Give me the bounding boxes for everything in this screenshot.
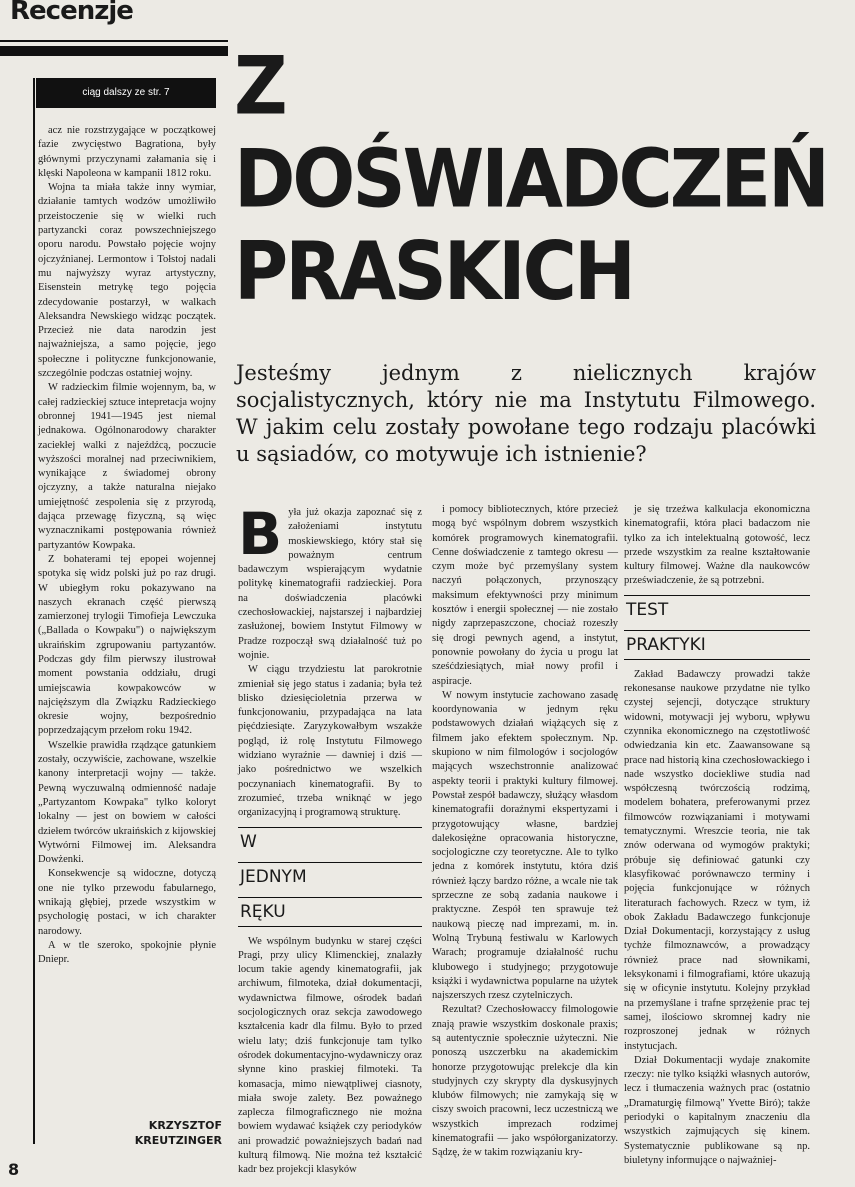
headline-line: PRASKICH xyxy=(234,225,633,319)
drop-cap: B xyxy=(238,500,283,568)
paragraph: We wspólnym budynku w starej części Pragi, przy ulicy Klimenckiej, znalazły locum takie agendy kinematografii, jak archiwum, filmoteka, dział dokumentacji, wydawnictwa filmowe, ośrodek badań socjologicznych oraz sekcja zawodowego kształcenia kadr dla filmu. Było to przed wielu laty; dziś funkcjonuje tam tylko ośrodek dokumentacyjno-wydawniczy oraz słynne kino praskiej filmoteki. Ta komasacja, mimo niewątpliwej ciasnoty, miała swoje zalety. Bez poważnego zaplecza filmograficznego nie można bowiem wydawać książek czy periodyków ani prowadzić poważniejszych badań nad kulturą filmową. Nie można też kształcić kadr bez projekcji klasyków xyxy=(238,935,422,1176)
section-label: Recenzje xyxy=(10,0,133,26)
headline-line: DOŚWIADCZEŃ xyxy=(234,132,827,226)
author-byline xyxy=(110,1118,222,1148)
paragraph: A w tle szeroko, spokojnie płynie Dniepr. xyxy=(38,939,216,966)
paragraph: Wojna ta miała także inny wymiar, działanie tamtych wodzów umożliwiło przeistoczenie się w wielki ruch partyzancki coraz powszechniejszego oporu narodu. Powstało pojęcie wojny ojczyźnianej. Lermontow i Tołstoj nadali mu najwyższy wyraz artystyczny, Eisenstein metrykę tego pojęcia zdecydowanie postarzył, w walkach Aleksandra Newskiego widząc początek. Przecież nie data narodzin jest najważniejsza, a samo pojęcie, jego społeczne i polityczne funkcjonowanie, szczególnie podczas ostatniej wojny. xyxy=(38,182,216,380)
paragraph: W radzieckim filmie wojennym, ba, w całej radzieckiej sztuce intepretacja wojny obronnej 1941—1945 jest niemal jednakowa. Ogólnonarodowy charakter zaciekłej walki z najeźdźcą, poczucie wyższości moralnej nad przeciwnikiem, wynikające z świadomej obrony ojczyzny, a także naturalna niejako umiejętność zespolenia się z przyrodą, dająca przewagę fizyczną, są więc wyznacznikami postępowania również partyzantów Kowpaka. xyxy=(38,382,216,551)
continuation-banner: ciąg dalszy ze str. 7 xyxy=(36,78,216,108)
top-bar xyxy=(0,46,228,56)
paragraph: W nowym instytucie zachowano zasadę koordynowania w jednym ręku podstawowych działań wiążących się z filmem jako efektem społecznym. Np. skupiono w nim filmologów i socjologów mających wszechstronnie analizować aspekty teorii i praktyki kultury filmowej. Powstał zespół badawczy, służący własdom kinematografii doraźnymi ekspertyzami i przygotowujący własne, bardziej dalekosiężne opracowania historyczne, socjologiczne czy teoretyczne. Ale to tylko jedna z komórek instytutu, która dziś również łączy bardzo różne, a wcale nie tak sprzeczne ze sobą zadania naukowe i praktyczne. Zespół ten sprawuje też naukową pieczę nad imprezami, m. in. Wolną Trybuną festiwalu w Karlowych Warach; programuje działalność ruchu klubowego i studyjnego; przygotowuje książki i wydawnictwa popularne na użytek najszerszych rzesz czytelniczych. xyxy=(432,689,618,1002)
paragraph: Z bohaterami tej epopei wojennej spotyka się widz polski już po raz drugi. W ubiegłym roku pokazywano na naszych ekranach część pierwszą zamierzonej trylogii Timofieja Lewczuka („Ballada o Kowpaku") o największym ukraińskim zgrupowaniu partyzantów. Podczas gdy film pierwszy ilustrował moment powstania oddziału, drugi umiejscawia kowpakowców w najcięższym dla Związku Radzieckiego okresie wojny, bezpośrednio poprzedzającym przełom roku 1942. xyxy=(38,553,216,737)
top-rule xyxy=(0,40,228,42)
author-first-name: KRZYSZTOF xyxy=(148,1119,222,1132)
subhead-line: W xyxy=(238,827,422,856)
headline-line: Z xyxy=(234,40,285,133)
paragraph: Konsekwencje są widoczne, dotyczą one nie tylko przewodu fabularnego, wnikają głębiej, przede wszystkim w psychologię postaci, w ich charakter narodowy. xyxy=(38,868,216,937)
author-last-name: KREUTZINGER xyxy=(134,1134,222,1147)
paragraph: Wszelkie prawidła rządzące gatunkiem zostały, oczywiście, zachowane, wszelkie kanony interpretacji wojny — także. Pewną wyczuwalną odmienność nadaje „Partyzantom Kowpaka" tylko koloryt lokalny — jest on bowiem w całości dziełem twórców ukraińskich z kijowskiej Wytwórni Filmowej im. Aleksandra Dowżenki. xyxy=(38,739,216,866)
paragraph: W ciągu trzydziestu lat parokrotnie zmieniał się jego status i zadania; była też blisko dziesięcioletnia przerwa w funkcjonowaniu, przypadająca na lata pięćdziesiąte. Zaryzykowałbym wszakże pogląd, iż rolę Instytutu Filmowego widziano wyraźnie — dawniej i dziś — jako pośrednictwo we wszelkich poczynaniach kinematografii. By to zrozumieć, trzeba wniknąć w jego organizacyjną i programową strukturę. xyxy=(238,664,422,819)
subhead-line: JEDNYM xyxy=(238,862,422,891)
article-column-3 xyxy=(624,503,810,1168)
paragraph: yła już okazja zapoznać się z założeniami instytutu moskiewskiego, który stał się poważnym centrum badawczym wspierającym wydatnie politykę kinematografii radzieckiej. Pora na doświadczenia placówki czechosłowackiej, najstarszej i najbardziej zasłużonej, bowiem Instytut Filmowy w Pradze rozpoczął swą działalność tuż po wojnie. xyxy=(238,507,422,661)
paragraph: je się trzeźwa kalkulacja ekonomiczna kinematografii, która płaci badaczom nie tylko za ich intelektualną gotowość, lecz przede wszystkim za realne kształtowanie kultury filmowej. Ważne dla naukowców przeświadczenie, że są potrzebni. xyxy=(624,504,810,587)
article-column-1 xyxy=(238,500,422,1178)
paragraph: acz nie rozstrzygające w początkowej fazie zwycięstwo Bagrationa, były głównymi przyczynami załamania się i klęski Napoleona w kampanii 1812 roku. xyxy=(38,125,216,179)
paragraph: Rezultat? Czechosłowaccy filmologowie znają prawie wszystkim doskonale praxis; są autentycznie społecznie użyteczni. Nie ponoszą uszczerbku na akademickim honorze przygotowując prelekcje dla kin studyjnych czy skrypty dla dyskusyjnych klubów filmowych; nie zamykają się w ciszy swoich pracowni, lecz uczestniczą we wszystkich imprezach rodzimej kinematografii — jako współorganizatorzy. Sądzę, że w takim rozwiązaniu kry- xyxy=(432,1004,618,1159)
left-column xyxy=(38,124,216,968)
article-column-2 xyxy=(432,503,618,1161)
subhead-line: PRAKTYKI xyxy=(624,630,810,660)
paragraph: Dział Dokumentacji wydaje znakomite rzeczy: nie tylko książki własnych autorów, lecz i tłumaczenia ważnych prac (ostatnio „Dramaturgię filmową" Yvette Biró); także periodyki o kapitalnym znaczeniu dla wszystkich zajmujących się kinem. Systematycznie publikowane są np. biuletyny informujące o najważniej- xyxy=(624,1054,810,1166)
column-rule xyxy=(33,78,35,1144)
subhead-line: TEST xyxy=(624,595,810,624)
page-number: 8 xyxy=(8,1160,20,1179)
paragraph: i pomocy bibliotecznych, które przecież mogą być wspólnym dobrem wszystkich komórek programowych kinematografii. Cenne doświadczenie z tamtego okresu — czym może być przemyślany system naczyń połączonych, przynoszący maksimum efektywności przy minimum kosztów i energii społecznej — nie zostało nigdy zaprzepaszczone, chociaż rozeszły się drogi pewnych agend, a instytut, ponownie powołany do życia u progu lat sześćdziesiątych, miał nowy profil i aspiracje. xyxy=(432,504,618,687)
paragraph: Zakład Badawczy prowadzi także rekonesanse naukowe przydatne nie tylko czystej sejencji, dotyczące struktury widowni, motywacji jej wyboru, wpływu czynnika ekonomicznego na częstotliwość odwiedzania kin etc. Zaawansowane są prace nad historią kina czechosłowackiego i nade wszystko dociekliwe studia nad współczesną twórczością rodzimą, modelem bohatera, preferowanymi przez filmowców rozwiązaniami i motywami tematycznymi. Wreszcie teoria, nie tak znów oderwana od wymogów praktyki; próbuje się definiować gatunki czy klasyfikować porównawczo terminy i pojęcia funkcjonujące w różnych literaturach fachowych. Rzecz w tym, iż obok Zakładu Badawczego funkcjonuje Dział Dokumentacji, korzystający z usług tychże filmoznawców, a prowadzący również prace nad słownikami, leksykonami i filmografiami, które ukazują się w oficynie instytutu. Kolejny przykład na przemyślane i trafne sprzężenie prac tej samej, ilościowo skromnej kadry nie rozproszonej jednak w różnych instytucjach. xyxy=(624,668,810,1052)
lead-paragraph: Jesteśmy jednym z nielicznych krajów socjalistycznych, który nie ma Instytutu Filmowego. W jakim celu zostały powołane tego rodzaju placówki u sąsiadów, co motywuje ich istnienie? xyxy=(236,361,816,466)
headline xyxy=(234,40,834,319)
subhead-line: RĘKU xyxy=(238,897,422,927)
